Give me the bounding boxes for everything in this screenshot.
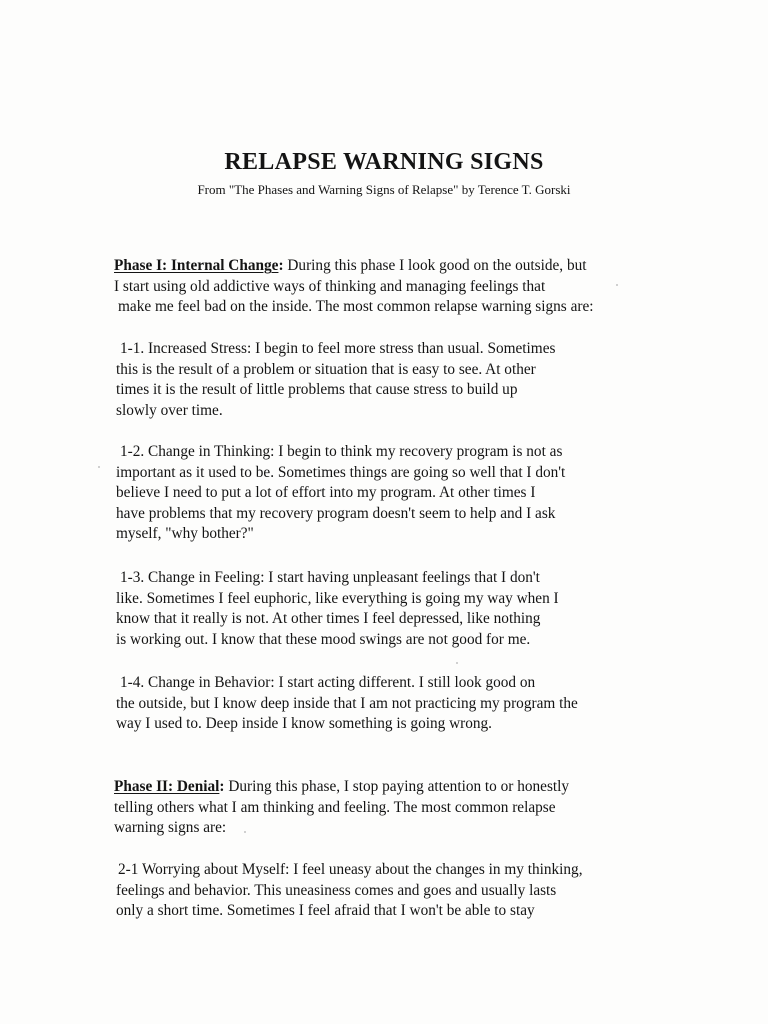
- item-1-3-line: is working out. I know that these mood swings are not good for me.: [116, 630, 531, 648]
- phase-1-heading: [114, 257, 284, 274]
- phase-1-text-line: I start using old addictive ways of thinking and managing feelings that: [114, 277, 546, 295]
- phase-1-text-line: make me feel bad on the inside. The most common relapse warning signs are:: [118, 298, 594, 315]
- item-1-3-paragraph: [114, 568, 674, 650]
- item-1-3-line: know that it really is not. At other times I feel depressed, like nothing: [116, 610, 541, 627]
- phase-2-heading-text: Phase II: Denial: [114, 778, 220, 795]
- item-1-4-line: 1-4. Change in Behavior: I start acting different. I still look good on: [120, 674, 536, 691]
- item-1-1-paragraph: [114, 339, 674, 421]
- phase-2-heading: [114, 778, 225, 795]
- item-1-2-line: have problems that my recovery program doesn't seem to help and I ask: [116, 504, 556, 522]
- scan-speck: [456, 662, 458, 664]
- item-1-2-line: myself, "why bother?": [116, 525, 254, 542]
- phase-1-heading-text: Phase I: Internal Change: [114, 257, 279, 274]
- item-1-2-line: important as it used to be. Sometimes things are going so well that I don't: [116, 463, 566, 481]
- phase-2-text-line: During this phase, I stop paying attention to or honestly: [224, 778, 570, 795]
- phase-1-line-1: [114, 256, 674, 277]
- scan-speck: [244, 831, 246, 833]
- phase-2-heading-colon: :: [219, 778, 225, 795]
- item-1-1-line: slowly over time.: [116, 401, 223, 419]
- item-1-1-line: times it is the result of little problems that cause stress to build up: [116, 381, 518, 398]
- item-1-3-line: like. Sometimes I feel euphoric, like everything is going my way when I: [116, 589, 559, 607]
- item-1-2-line: 1-2. Change in Thinking: I begin to think my recovery program is not as: [120, 443, 563, 460]
- item-2-1-line: feelings and behavior. This uneasiness comes and goes and usually lasts: [116, 881, 557, 899]
- phase-1-heading-colon: :: [278, 257, 284, 274]
- item-1-4-line: the outside, but I know deep inside that I am not practicing my program the: [116, 694, 578, 712]
- item-1-1-line: 1-1. Increased Stress: I begin to feel more stress than usual. Sometimes: [120, 340, 556, 357]
- phase-1-text-line: During this phase I look good on the outside, but: [283, 257, 587, 274]
- item-1-3-line: 1-3. Change in Feeling: I start having unpleasant feelings that I don't: [120, 569, 540, 586]
- phase-2-line-1: [114, 777, 674, 798]
- item-1-2-paragraph: [114, 442, 674, 545]
- page-title: RELAPSE WARNING SIGNS: [224, 149, 544, 175]
- phase-2-text-line: warning signs are:: [114, 819, 227, 836]
- scan-speck: [98, 466, 100, 468]
- item-2-1-paragraph: [114, 860, 674, 922]
- item-1-1-line: this is the result of a problem or situation that is easy to see. At other: [116, 360, 536, 378]
- item-2-1-line: only a short time. Sometimes I feel afraid that I won't be able to stay: [116, 902, 535, 919]
- item-2-1-line: 2-1 Worrying about Myself: I feel uneasy about the changes in my thinking,: [118, 861, 583, 878]
- item-1-4-paragraph: [114, 673, 674, 735]
- item-1-2-line: believe I need to put a lot of effort into my program. At other times I: [116, 484, 536, 501]
- page-subtitle: From "The Phases and Warning Signs of Relapse" by Terence T. Gorski: [197, 182, 571, 197]
- phase-2-paragraph: [114, 777, 674, 839]
- scan-speck: [616, 284, 618, 286]
- phase-1-paragraph: [114, 256, 674, 318]
- item-1-4-line: way I used to. Deep inside I know something is going wrong.: [116, 715, 492, 732]
- phase-2-text-line: telling others what I am thinking and feeling. The most common relapse: [114, 798, 556, 816]
